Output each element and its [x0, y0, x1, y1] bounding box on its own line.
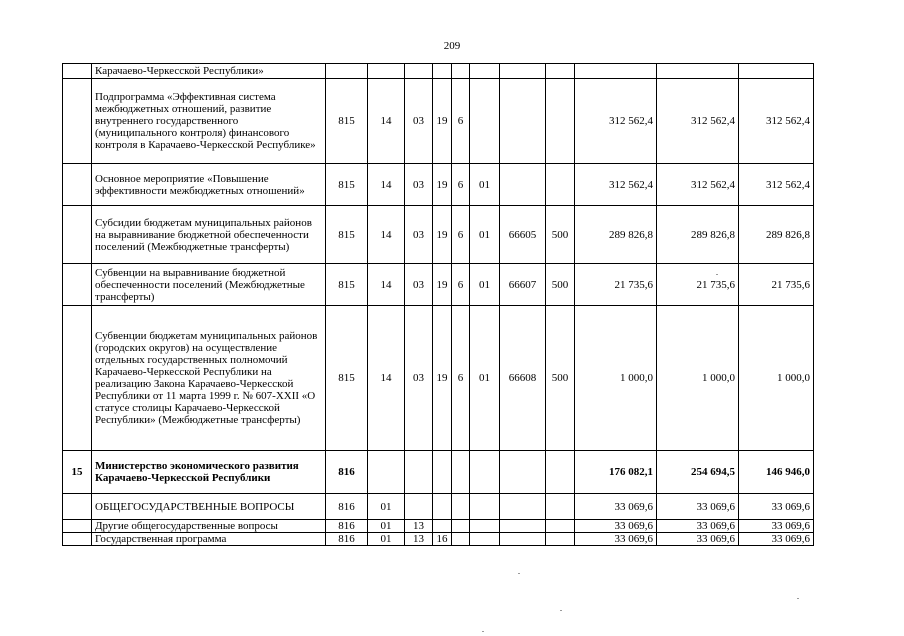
scan-speck: [482, 631, 484, 632]
row-name: Основное мероприятие «Повышение эффективности межбюджетных отношений»: [92, 164, 326, 206]
code-rz: 01: [368, 494, 405, 520]
amount-1: 176 082,1: [575, 451, 657, 494]
scan-speck: [560, 610, 562, 611]
code-vr: [546, 494, 575, 520]
amount-3: 1 000,0: [739, 306, 814, 451]
code-napr: [500, 164, 546, 206]
code-napr: [500, 520, 546, 533]
code-osn: [470, 79, 500, 164]
page-number: 209: [443, 40, 461, 52]
amount-3: [739, 64, 814, 79]
row-number: [63, 206, 92, 264]
amount-3: 146 946,0: [739, 451, 814, 494]
code-pr: 13: [405, 533, 433, 546]
code-sub: [452, 451, 470, 494]
amount-1: 21 735,6: [575, 264, 657, 306]
code-rz: 01: [368, 533, 405, 546]
amount-2: 312 562,4: [657, 164, 739, 206]
amount-2: 33 069,6: [657, 494, 739, 520]
amount-2: 254 694,5: [657, 451, 739, 494]
code-vr: [546, 533, 575, 546]
amount-2: 312 562,4: [657, 79, 739, 164]
code-vr: [546, 164, 575, 206]
code-sub: 6: [452, 306, 470, 451]
row-number: [63, 306, 92, 451]
code-ved: 816: [326, 520, 368, 533]
code-prog: [433, 520, 452, 533]
code-prog: [433, 64, 452, 79]
code-sub: [452, 520, 470, 533]
amount-3: 33 069,6: [739, 494, 814, 520]
table-row: [63, 520, 814, 533]
code-pr: 03: [405, 164, 433, 206]
amount-1: [575, 64, 657, 79]
amount-1: 1 000,0: [575, 306, 657, 451]
code-vr: [546, 79, 575, 164]
row-number: [63, 64, 92, 79]
code-rz: 14: [368, 206, 405, 264]
scan-speck: [797, 598, 799, 599]
row-name: Министерство экономического развития Карачаево-Черкесской Республики: [92, 451, 326, 494]
code-sub: 6: [452, 264, 470, 306]
code-rz: 14: [368, 306, 405, 451]
code-ved: 815: [326, 79, 368, 164]
code-osn: 01: [470, 164, 500, 206]
code-vr: [546, 520, 575, 533]
amount-3: 21 735,6: [739, 264, 814, 306]
amount-1: 312 562,4: [575, 79, 657, 164]
code-osn: [470, 64, 500, 79]
table-row: [63, 64, 814, 79]
code-rz: 14: [368, 79, 405, 164]
code-rz: 14: [368, 164, 405, 206]
scan-speck: [518, 573, 520, 574]
row-name: Субвенции бюджетам муниципальных районов (городских округов) на осуществление отдельных государственных полномочий Карачаево-Черкесской Республики на реализацию Закона Карачаево-Черкесской Республики от 11 марта 1999 г. № 607-XXII «О статусе столицы Карачаево-Черкесской Республики» (Межбюджетные трансферты): [92, 306, 326, 451]
code-osn: 01: [470, 306, 500, 451]
code-napr: 66605: [500, 206, 546, 264]
amount-3: 33 069,6: [739, 520, 814, 533]
code-pr: 03: [405, 306, 433, 451]
code-napr: [500, 533, 546, 546]
code-rz: [368, 451, 405, 494]
code-vr: 500: [546, 306, 575, 451]
code-osn: [470, 494, 500, 520]
table-row: [63, 264, 814, 306]
row-name: ОБЩЕГОСУДАРСТВЕННЫЕ ВОПРОСЫ: [92, 494, 326, 520]
code-pr: 13: [405, 520, 433, 533]
code-pr: [405, 451, 433, 494]
code-prog: 16: [433, 533, 452, 546]
code-osn: 01: [470, 264, 500, 306]
code-prog: [433, 494, 452, 520]
code-rz: 14: [368, 264, 405, 306]
amount-3: 312 562,4: [739, 164, 814, 206]
code-napr: 66608: [500, 306, 546, 451]
row-number: [63, 494, 92, 520]
code-ved: 815: [326, 164, 368, 206]
code-ved: 815: [326, 264, 368, 306]
amount-1: 312 562,4: [575, 164, 657, 206]
table-row: [63, 306, 814, 451]
code-pr: 03: [405, 206, 433, 264]
row-number: [63, 164, 92, 206]
amount-3: 33 069,6: [739, 533, 814, 546]
code-sub: 6: [452, 206, 470, 264]
code-prog: 19: [433, 306, 452, 451]
code-pr: 03: [405, 264, 433, 306]
code-napr: 66607: [500, 264, 546, 306]
code-rz: [368, 64, 405, 79]
row-name: Субвенции на выравнивание бюджетной обеспеченности поселений (Межбюджетные трансферты): [92, 264, 326, 306]
code-prog: 19: [433, 79, 452, 164]
code-ved: 816: [326, 494, 368, 520]
table-row: [63, 206, 814, 264]
code-vr: [546, 64, 575, 79]
code-osn: [470, 520, 500, 533]
row-number: 15: [63, 451, 92, 494]
code-ved: 815: [326, 206, 368, 264]
amount-2: 21 735,6: [657, 264, 739, 306]
code-prog: 19: [433, 264, 452, 306]
code-vr: 500: [546, 206, 575, 264]
code-pr: [405, 64, 433, 79]
code-rz: 01: [368, 520, 405, 533]
code-osn: [470, 451, 500, 494]
amount-3: 289 826,8: [739, 206, 814, 264]
row-name: Субсидии бюджетам муниципальных районов на выравнивание бюджетной обеспеченности поселений (Межбюджетные трансферты): [92, 206, 326, 264]
code-sub: [452, 494, 470, 520]
amount-2: [657, 64, 739, 79]
code-sub: [452, 64, 470, 79]
amount-3: 312 562,4: [739, 79, 814, 164]
row-name: Государственная программа: [92, 533, 326, 546]
amount-2: 289 826,8: [657, 206, 739, 264]
code-sub: [452, 533, 470, 546]
row-name: Карачаево-Черкесской Республики»: [92, 64, 326, 79]
code-osn: [470, 533, 500, 546]
row-number: [63, 264, 92, 306]
row-number: [63, 520, 92, 533]
table-row: [63, 533, 814, 546]
code-vr: 500: [546, 264, 575, 306]
amount-2: 33 069,6: [657, 533, 739, 546]
code-osn: 01: [470, 206, 500, 264]
row-name: Другие общегосударственные вопросы: [92, 520, 326, 533]
code-pr: 03: [405, 79, 433, 164]
amount-2: 33 069,6: [657, 520, 739, 533]
amount-1: 33 069,6: [575, 533, 657, 546]
code-sub: 6: [452, 164, 470, 206]
table-row: [63, 164, 814, 206]
code-ved: [326, 64, 368, 79]
row-number: [63, 79, 92, 164]
amount-1: 33 069,6: [575, 520, 657, 533]
code-ved: 816: [326, 533, 368, 546]
table-row: [63, 451, 814, 494]
code-napr: [500, 494, 546, 520]
table-row: [63, 494, 814, 520]
amount-1: 33 069,6: [575, 494, 657, 520]
scan-speck: [716, 274, 718, 275]
code-napr: [500, 451, 546, 494]
code-pr: [405, 494, 433, 520]
row-number: [63, 533, 92, 546]
budget-table: [62, 63, 814, 546]
code-prog: 19: [433, 206, 452, 264]
amount-1: 289 826,8: [575, 206, 657, 264]
code-napr: [500, 79, 546, 164]
code-ved: 816: [326, 451, 368, 494]
code-sub: 6: [452, 79, 470, 164]
code-napr: [500, 64, 546, 79]
code-prog: [433, 451, 452, 494]
code-ved: 815: [326, 306, 368, 451]
table-row: [63, 79, 814, 164]
row-name: Подпрограмма «Эффективная система межбюджетных отношений, развитие внутреннего государственного (муниципального контроля) финансового контроля в Карачаево-Черкесской Республике»: [92, 79, 326, 164]
code-prog: 19: [433, 164, 452, 206]
amount-2: 1 000,0: [657, 306, 739, 451]
code-vr: [546, 451, 575, 494]
